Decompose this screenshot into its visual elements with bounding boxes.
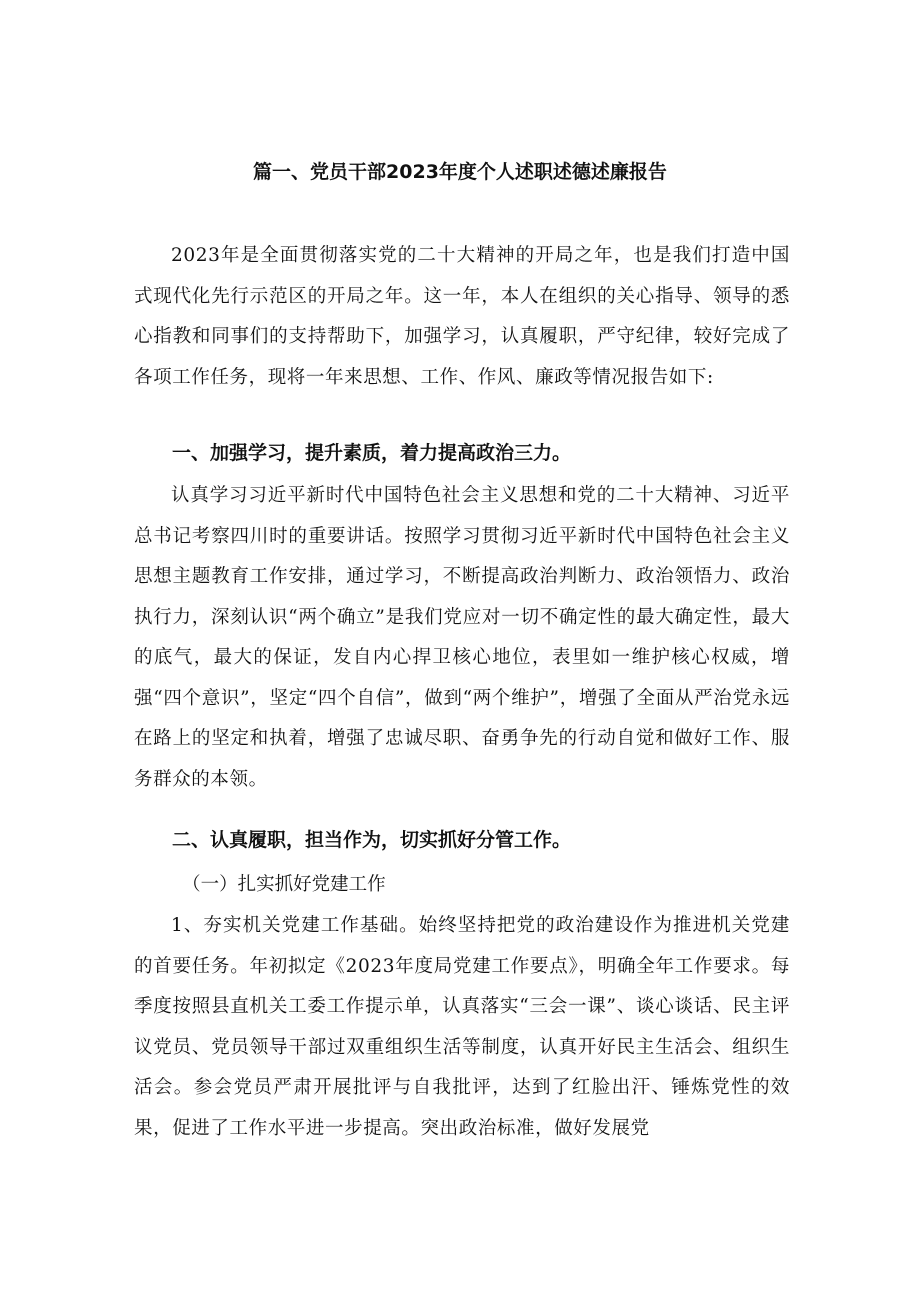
party-building-paragraph: 1、夯实机关党建工作基础。始终坚持把党的政治建设作为推进机关党建的首要任务。年初拟定《2023年度局党建工作要点》，明确全年工作要求。每季度按照县直机关工委工作提示单，认真落实“三会一课”、谈心谈话、民主评议党员、党员领导干部过双重组织生活等制度，认真开好民主生活会、组织生活会。参会党员严肃开展批评与自我批评，达到了红脸出汗、锤炼党性的效果，促进了工作水平进一步提高。突出政治标准，做好发展党 [134,915,790,1139]
study-paragraph: 认真学习习近平新时代中国特色社会主义思想和党的二十大精神、习近平总书记考察四川时的重要讲话。按照学习贯彻习近平新时代中国特色社会主义思想主题教育工作安排，通过学习，不断提高政治判断力、政治领悟力、政治执行力，深刻认识“两个确立”是我们党应对一切不确定性的最大确定性，最大的底气，最大的保证，发自内心捍卫核心地位，表里如一维护核心权威，增强“四个意识”，坚定“四个自信”，做到“两个维护”，增强了全面从严治党永远在路上的坚定和执着，增强了忠诚尽职、奋勇争先的行动自觉和做好工作、服务群众的本领。 [134,485,790,790]
document-title: 篇一、党员干部2023年度个人述职述德述廉报告 [253,161,667,183]
section-heading-1: 一、加强学习，提升素质，着力提高政治三力。 [172,442,572,464]
subsection-heading-1: （一）扎实抓好党建工作 [182,874,386,895]
section-heading-2: 二、认真履职，担当作为，切实抓好分管工作。 [172,829,572,851]
intro-paragraph: 2023年是全面贯彻落实党的二十大精神的开局之年，也是我们打造中国式现代化先行示范区的开局之年。这一年，本人在组织的关心指导、领导的悉心指教和同事们的支持帮助下，加强学习，认真履职，严守纪律，较好完成了各项工作任务，现将一年来思想、工作、作风、廉政等情况报告如下: [134,245,790,388]
